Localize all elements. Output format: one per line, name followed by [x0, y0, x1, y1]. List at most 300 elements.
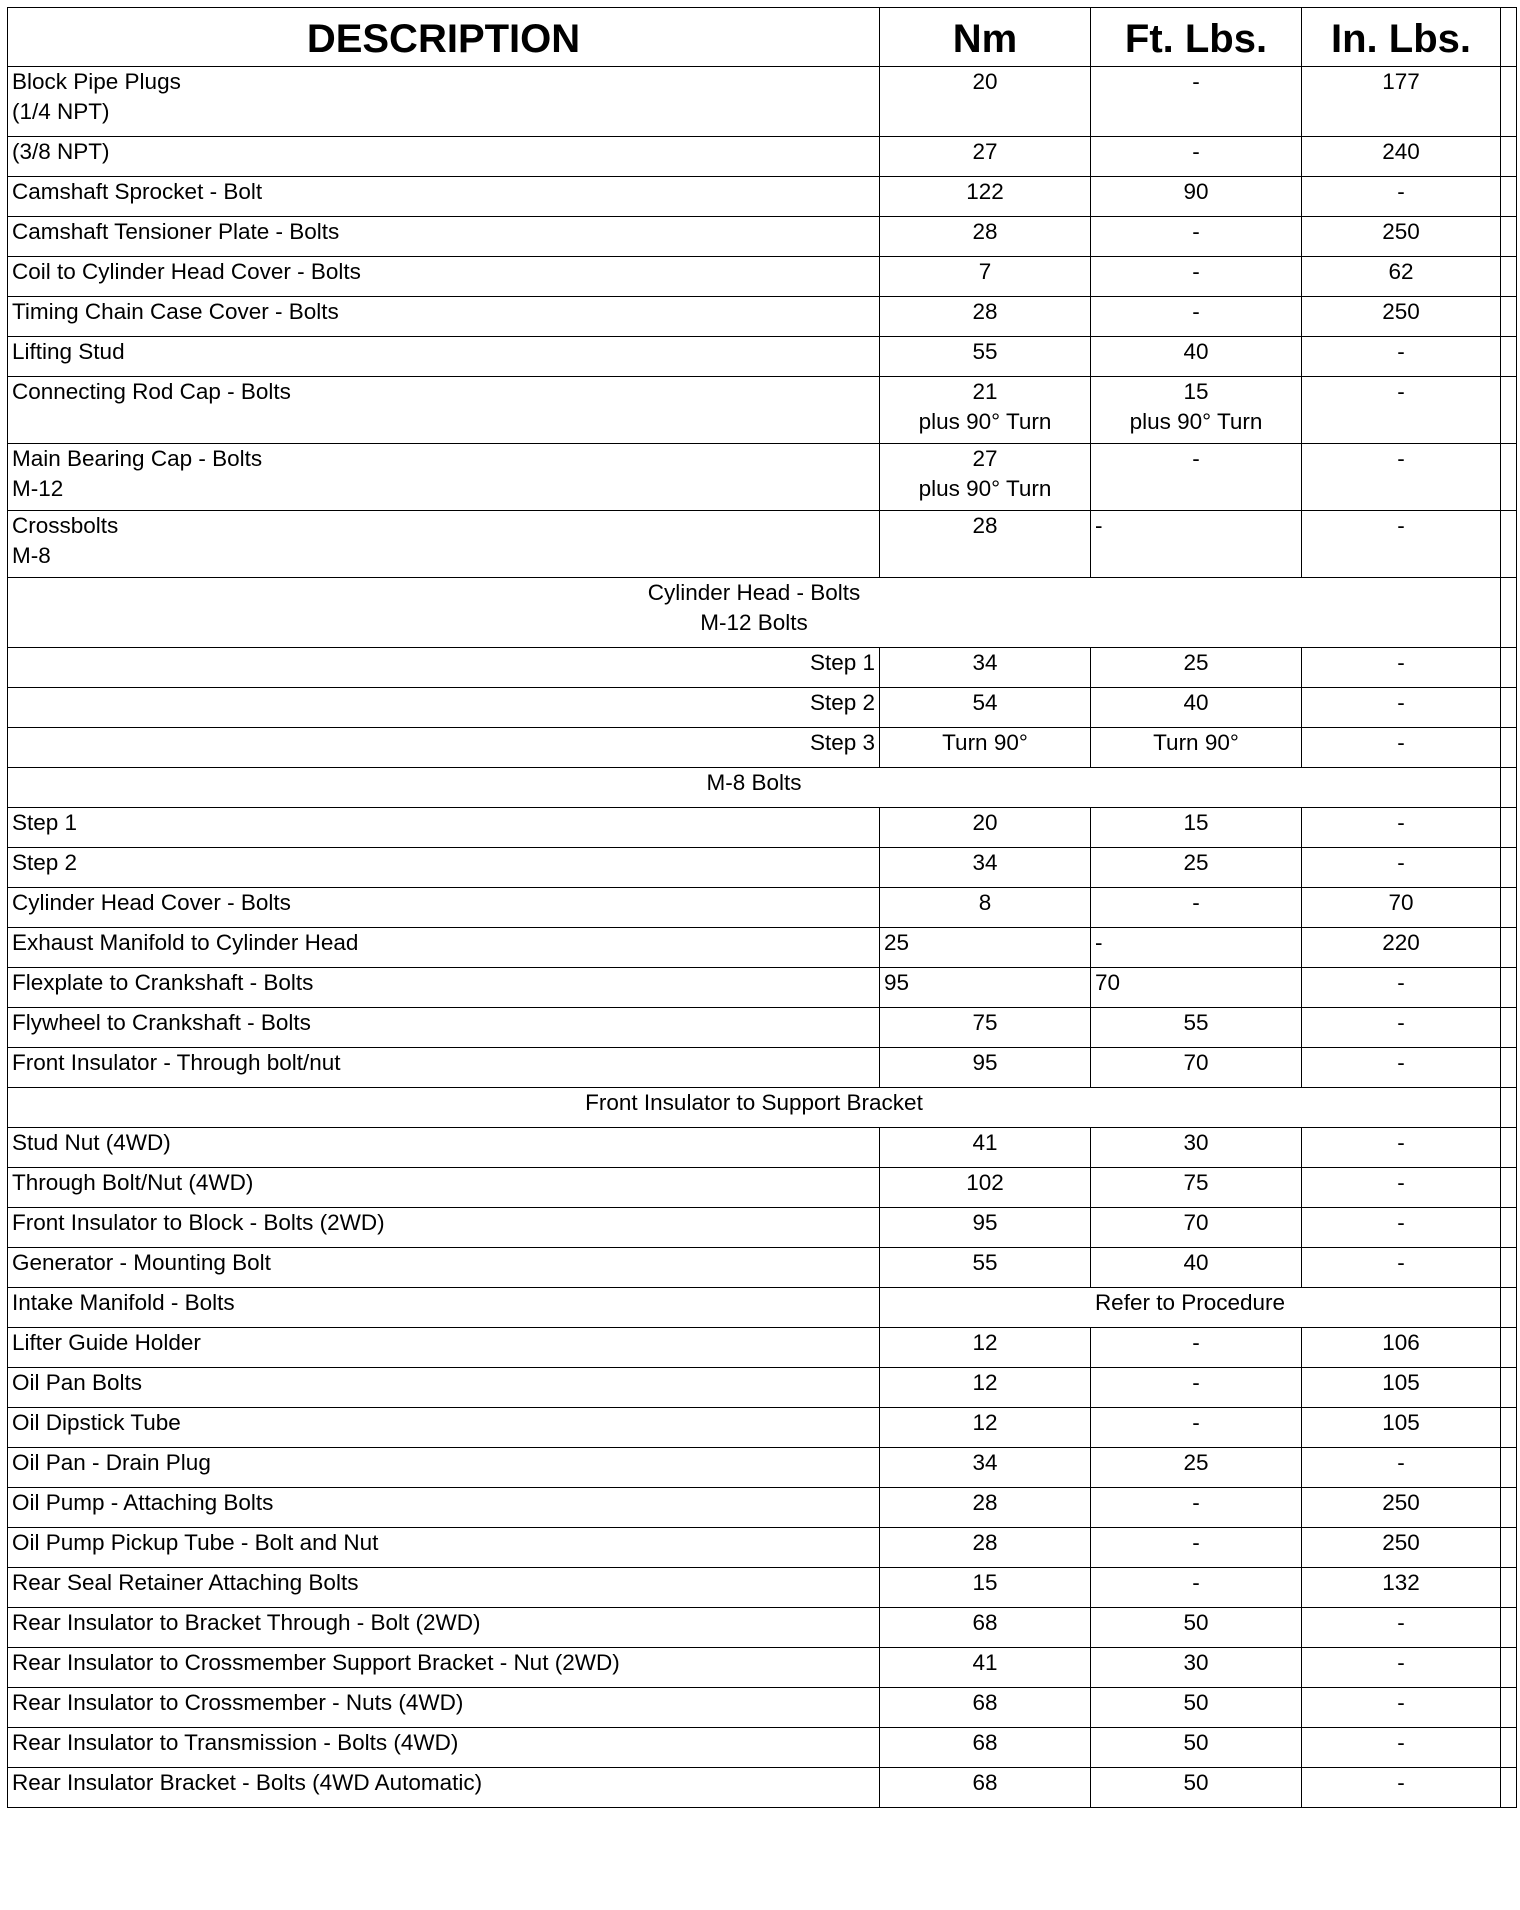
description-line: Oil Pump Pickup Tube - Bolt and Nut [12, 1530, 379, 1555]
header-spacer [1501, 8, 1517, 67]
nm-cell [880, 1528, 1091, 1568]
table-row [8, 1568, 1517, 1608]
ft-lbs-cell [1091, 648, 1302, 688]
description-cell [8, 217, 880, 257]
nm-cell [880, 1688, 1091, 1728]
nm-value: 68 [972, 1610, 998, 1635]
description-cell [8, 808, 880, 848]
nm-cell [880, 1128, 1091, 1168]
nm-value: 95 [972, 1050, 998, 1075]
ft-lbs-value: 40 [1183, 690, 1209, 715]
nm-cell [880, 728, 1091, 768]
section-title-line: Cylinder Head - Bolts [647, 580, 861, 605]
description-line: Through Bolt/Nut (4WD) [12, 1170, 254, 1195]
in-lbs-cell: 250 [1302, 1488, 1501, 1528]
table-row [8, 1488, 1517, 1528]
ft-lbs-value: plus 90° Turn [1129, 409, 1263, 434]
nm-value: 55 [972, 339, 998, 364]
ft-lbs-value: 70 [1183, 1050, 1209, 1075]
row-spacer [1501, 137, 1517, 177]
table-row [8, 728, 1517, 768]
nm-value: plus 90° Turn [918, 476, 1052, 501]
ft-lbs-cell [1091, 511, 1302, 578]
description-cell [8, 1248, 880, 1288]
description-cell [8, 968, 880, 1008]
row-spacer [1501, 928, 1517, 968]
table-row [8, 1608, 1517, 1648]
nm-value: 34 [972, 1450, 998, 1475]
in-lbs-cell: - [1302, 444, 1501, 511]
table-row [8, 1368, 1517, 1408]
nm-value: 68 [972, 1690, 998, 1715]
description-line: Crossbolts [12, 513, 119, 538]
in-lbs-cell: - [1302, 1608, 1501, 1648]
nm-cell [880, 297, 1091, 337]
nm-value: 25 [884, 930, 910, 955]
description-line: Rear Insulator to Bracket Through - Bolt (2WD) [12, 1610, 481, 1635]
in-lbs-cell: - [1302, 688, 1501, 728]
nm-value: 12 [972, 1410, 998, 1435]
ft-lbs-value: - [1192, 890, 1200, 915]
table-row [8, 67, 1517, 137]
table-row [8, 137, 1517, 177]
description-line: Rear Insulator Bracket - Bolts (4WD Automatic) [12, 1770, 483, 1795]
nm-cell [880, 1408, 1091, 1448]
table-row [8, 257, 1517, 297]
ft-lbs-value: - [1192, 1410, 1200, 1435]
description-line: M-8 [12, 543, 51, 568]
nm-cell [880, 968, 1091, 1008]
table-row [8, 848, 1517, 888]
description-cell [8, 1328, 880, 1368]
nm-value: 27 [972, 139, 998, 164]
ft-lbs-value: - [1192, 446, 1200, 471]
description-line: Oil Pan - Drain Plug [12, 1450, 211, 1475]
row-spacer [1501, 648, 1517, 688]
ft-lbs-cell [1091, 377, 1302, 444]
description-line: Front Insulator - Through bolt/nut [12, 1050, 341, 1075]
nm-cell [880, 928, 1091, 968]
ft-lbs-cell [1091, 968, 1302, 1008]
row-spacer [1501, 1488, 1517, 1528]
in-lbs-cell: 250 [1302, 297, 1501, 337]
ft-lbs-value: - [1192, 1570, 1200, 1595]
description-line: Step 3 [809, 730, 875, 755]
row-spacer [1501, 1408, 1517, 1448]
in-lbs-cell: - [1302, 1768, 1501, 1808]
table-row [8, 377, 1517, 444]
header-row [8, 8, 1517, 67]
nm-value: 8 [978, 890, 992, 915]
header-description: DESCRIPTION [8, 8, 880, 67]
row-spacer [1501, 728, 1517, 768]
table-row [8, 888, 1517, 928]
row-spacer [1501, 1168, 1517, 1208]
description-line: M-12 [12, 476, 64, 501]
description-line: Flexplate to Crankshaft - Bolts [12, 970, 314, 995]
ft-lbs-cell [1091, 928, 1302, 968]
table-row [8, 648, 1517, 688]
nm-value: 20 [972, 810, 998, 835]
ft-lbs-value: 50 [1183, 1690, 1209, 1715]
row-spacer [1501, 968, 1517, 1008]
ft-lbs-value: 50 [1183, 1610, 1209, 1635]
nm-value: 41 [972, 1650, 998, 1675]
description-line: Step 2 [809, 690, 875, 715]
ft-lbs-value: - [1095, 513, 1103, 538]
row-spacer [1501, 1128, 1517, 1168]
in-lbs-cell: 250 [1302, 1528, 1501, 1568]
nm-value: 21 [972, 379, 998, 404]
ft-lbs-value: 75 [1183, 1170, 1209, 1195]
ft-lbs-value: - [1192, 69, 1200, 94]
ft-lbs-value: 40 [1183, 339, 1209, 364]
nm-value: 28 [972, 1530, 998, 1555]
in-lbs-cell: - [1302, 968, 1501, 1008]
nm-value: 28 [972, 299, 998, 324]
description-cell [8, 1728, 880, 1768]
description-cell [8, 377, 880, 444]
nm-cell [880, 848, 1091, 888]
in-lbs-cell: 220 [1302, 928, 1501, 968]
in-lbs-cell: 250 [1302, 217, 1501, 257]
in-lbs-cell: - [1302, 648, 1501, 688]
ft-lbs-value: 30 [1183, 1130, 1209, 1155]
row-spacer [1501, 768, 1517, 808]
table-row [8, 1248, 1517, 1288]
table-row [8, 1688, 1517, 1728]
description-cell [8, 1288, 880, 1328]
row-spacer [1501, 377, 1517, 444]
ft-lbs-cell [1091, 1488, 1302, 1528]
description-cell [8, 888, 880, 928]
in-lbs-cell: - [1302, 1128, 1501, 1168]
description-line: Lifter Guide Holder [12, 1330, 201, 1355]
row-spacer [1501, 1768, 1517, 1808]
section-title [8, 578, 1501, 648]
in-lbs-cell: 105 [1302, 1408, 1501, 1448]
nm-cell [880, 1248, 1091, 1288]
row-spacer [1501, 848, 1517, 888]
nm-cell [880, 1648, 1091, 1688]
description-line: Rear Insulator to Crossmember - Nuts (4WD) [12, 1690, 464, 1715]
section-title-line: M-8 Bolts [706, 770, 802, 795]
nm-cell [880, 217, 1091, 257]
ft-lbs-cell [1091, 177, 1302, 217]
table-row [8, 444, 1517, 511]
nm-cell [880, 1488, 1091, 1528]
ft-lbs-cell [1091, 444, 1302, 511]
in-lbs-cell: 62 [1302, 257, 1501, 297]
description-line: Step 1 [809, 650, 875, 675]
nm-value: 68 [972, 1770, 998, 1795]
description-cell [8, 177, 880, 217]
nm-value: 95 [884, 970, 910, 995]
description-cell [8, 1648, 880, 1688]
row-spacer [1501, 1688, 1517, 1728]
section-title-line: Front Insulator to Support Bracket [585, 1090, 923, 1115]
in-lbs-cell: 70 [1302, 888, 1501, 928]
nm-value: 34 [972, 650, 998, 675]
description-cell [8, 1408, 880, 1448]
ft-lbs-cell [1091, 1248, 1302, 1288]
nm-cell [880, 257, 1091, 297]
row-spacer [1501, 808, 1517, 848]
nm-cell [880, 1008, 1091, 1048]
nm-cell [880, 688, 1091, 728]
table-row [8, 1528, 1517, 1568]
description-line: Timing Chain Case Cover - Bolts [12, 299, 339, 324]
nm-value: 34 [972, 850, 998, 875]
section-title-line: M-12 Bolts [700, 610, 808, 635]
ft-lbs-value: - [1192, 1530, 1200, 1555]
description-line: Block Pipe Plugs [12, 69, 181, 94]
in-lbs-cell: - [1302, 1448, 1501, 1488]
in-lbs-cell: - [1302, 1208, 1501, 1248]
nm-value: 20 [972, 69, 998, 94]
row-spacer [1501, 1208, 1517, 1248]
nm-cell [880, 377, 1091, 444]
nm-value: 75 [972, 1010, 998, 1035]
table-row [8, 1328, 1517, 1368]
nm-cell [880, 1368, 1091, 1408]
ft-lbs-value: 15 [1183, 379, 1209, 404]
description-cell [8, 1208, 880, 1248]
description-line: Oil Pan Bolts [12, 1370, 143, 1395]
row-spacer [1501, 1248, 1517, 1288]
ft-lbs-cell [1091, 1168, 1302, 1208]
row-spacer [1501, 1448, 1517, 1488]
description-cell [8, 257, 880, 297]
table-row [8, 1448, 1517, 1488]
description-line: Intake Manifold - Bolts [12, 1290, 235, 1315]
table-row [8, 1208, 1517, 1248]
nm-value: 28 [972, 1490, 998, 1515]
description-cell [8, 928, 880, 968]
description-line: Exhaust Manifold to Cylinder Head [12, 930, 359, 955]
section-title [8, 1088, 1501, 1128]
description-line: (1/4 NPT) [12, 99, 110, 124]
description-line: Rear Insulator to Transmission - Bolts (4WD) [12, 1730, 459, 1755]
ft-lbs-value: - [1192, 219, 1200, 244]
description-line: Step 1 [12, 810, 78, 835]
procedure-note-cell: Refer to Procedure [880, 1288, 1501, 1328]
table-row [8, 1048, 1517, 1088]
ft-lbs-cell [1091, 1008, 1302, 1048]
description-cell [8, 1568, 880, 1608]
in-lbs-cell: - [1302, 808, 1501, 848]
ft-lbs-cell [1091, 137, 1302, 177]
nm-cell [880, 444, 1091, 511]
ft-lbs-cell [1091, 1768, 1302, 1808]
ft-lbs-cell [1091, 888, 1302, 928]
table-row [8, 1168, 1517, 1208]
description-line: Front Insulator to Block - Bolts (2WD) [12, 1210, 385, 1235]
row-spacer [1501, 1528, 1517, 1568]
section-header-row [8, 1088, 1517, 1128]
ft-lbs-value: 70 [1183, 1210, 1209, 1235]
in-lbs-cell: - [1302, 1688, 1501, 1728]
ft-lbs-cell [1091, 1448, 1302, 1488]
row-spacer [1501, 888, 1517, 928]
table-row [8, 688, 1517, 728]
row-spacer [1501, 337, 1517, 377]
nm-value: 15 [972, 1570, 998, 1595]
description-cell [8, 1448, 880, 1488]
ft-lbs-cell [1091, 217, 1302, 257]
row-spacer [1501, 1008, 1517, 1048]
description-cell [8, 337, 880, 377]
table-row [8, 968, 1517, 1008]
row-spacer [1501, 67, 1517, 137]
ft-lbs-value: Turn 90° [1153, 730, 1239, 755]
ft-lbs-cell [1091, 1528, 1302, 1568]
description-line: Camshaft Sprocket - Bolt [12, 179, 263, 204]
ft-lbs-value: 40 [1183, 1250, 1209, 1275]
header-in-lbs: In. Lbs. [1302, 8, 1501, 67]
ft-lbs-cell [1091, 1648, 1302, 1688]
in-lbs-cell: - [1302, 377, 1501, 444]
ft-lbs-cell [1091, 808, 1302, 848]
nm-value: 68 [972, 1730, 998, 1755]
ft-lbs-cell [1091, 1368, 1302, 1408]
section-title [8, 768, 1501, 808]
nm-value: 12 [972, 1370, 998, 1395]
in-lbs-cell: - [1302, 337, 1501, 377]
ft-lbs-value: 30 [1183, 1650, 1209, 1675]
description-line: Main Bearing Cap - Bolts [12, 446, 263, 471]
nm-cell [880, 67, 1091, 137]
row-spacer [1501, 1328, 1517, 1368]
nm-value: 54 [972, 690, 998, 715]
ft-lbs-cell [1091, 1048, 1302, 1088]
ft-lbs-value: 50 [1183, 1730, 1209, 1755]
description-line: Camshaft Tensioner Plate - Bolts [12, 219, 340, 244]
ft-lbs-value: 90 [1183, 179, 1209, 204]
nm-value: 27 [972, 446, 998, 471]
table-row [8, 1768, 1517, 1808]
in-lbs-cell: - [1302, 1168, 1501, 1208]
nm-cell [880, 337, 1091, 377]
description-cell [8, 1368, 880, 1408]
table-row [8, 1728, 1517, 1768]
row-spacer [1501, 511, 1517, 578]
description-cell [8, 1688, 880, 1728]
row-spacer [1501, 1608, 1517, 1648]
ft-lbs-value: 25 [1183, 850, 1209, 875]
table-body [8, 67, 1517, 1808]
row-spacer [1501, 444, 1517, 511]
nm-cell [880, 1608, 1091, 1648]
table-row [8, 928, 1517, 968]
ft-lbs-cell [1091, 1128, 1302, 1168]
ft-lbs-cell [1091, 1568, 1302, 1608]
description-line: Coil to Cylinder Head Cover - Bolts [12, 259, 361, 284]
table-row [8, 297, 1517, 337]
ft-lbs-value: - [1192, 1490, 1200, 1515]
nm-cell [880, 1768, 1091, 1808]
row-spacer [1501, 1568, 1517, 1608]
ft-lbs-value: 15 [1183, 810, 1209, 835]
ft-lbs-value: - [1192, 259, 1200, 284]
nm-cell [880, 1208, 1091, 1248]
ft-lbs-cell [1091, 1728, 1302, 1768]
in-lbs-cell: 177 [1302, 67, 1501, 137]
in-lbs-cell: 106 [1302, 1328, 1501, 1368]
ft-lbs-cell [1091, 728, 1302, 768]
nm-value: 95 [972, 1210, 998, 1235]
table-row [8, 1128, 1517, 1168]
table-row [8, 1008, 1517, 1048]
ft-lbs-value: 25 [1183, 1450, 1209, 1475]
ft-lbs-cell [1091, 297, 1302, 337]
description-line: Stud Nut (4WD) [12, 1130, 171, 1155]
nm-cell [880, 648, 1091, 688]
description-cell [8, 1048, 880, 1088]
table-row [8, 1408, 1517, 1448]
ft-lbs-value: 25 [1183, 650, 1209, 675]
nm-value: 28 [972, 219, 998, 244]
nm-value: 7 [978, 259, 992, 284]
row-spacer [1501, 1088, 1517, 1128]
in-lbs-cell: - [1302, 1248, 1501, 1288]
ft-lbs-value: 70 [1095, 970, 1121, 995]
ft-lbs-value: - [1192, 139, 1200, 164]
description-line: (3/8 NPT) [12, 139, 110, 164]
description-line: Cylinder Head Cover - Bolts [12, 890, 291, 915]
ft-lbs-value: - [1192, 1370, 1200, 1395]
nm-cell [880, 177, 1091, 217]
ft-lbs-cell [1091, 67, 1302, 137]
ft-lbs-value: - [1192, 299, 1200, 324]
description-cell [8, 511, 880, 578]
row-spacer [1501, 297, 1517, 337]
description-cell [8, 728, 880, 768]
table-row [8, 337, 1517, 377]
row-spacer [1501, 217, 1517, 257]
torque-specifications-table [7, 7, 1517, 1808]
ft-lbs-cell [1091, 1688, 1302, 1728]
description-cell [8, 297, 880, 337]
nm-value: Turn 90° [942, 730, 1028, 755]
nm-cell [880, 1328, 1091, 1368]
nm-value: 41 [972, 1130, 998, 1155]
description-line: Lifting Stud [12, 339, 125, 364]
nm-value: 55 [972, 1250, 998, 1275]
description-line: Connecting Rod Cap - Bolts [12, 379, 291, 404]
in-lbs-cell: - [1302, 848, 1501, 888]
nm-value: 28 [972, 513, 998, 538]
ft-lbs-cell [1091, 257, 1302, 297]
ft-lbs-value: 50 [1183, 1770, 1209, 1795]
nm-value: 102 [966, 1170, 1004, 1195]
description-line: Oil Dipstick Tube [12, 1410, 181, 1435]
row-spacer [1501, 1368, 1517, 1408]
section-header-row [8, 768, 1517, 808]
description-cell [8, 1008, 880, 1048]
header-nm: Nm [880, 8, 1091, 67]
description-cell [8, 1608, 880, 1648]
in-lbs-cell: - [1302, 1008, 1501, 1048]
nm-cell [880, 137, 1091, 177]
in-lbs-cell: - [1302, 1728, 1501, 1768]
description-cell [8, 1488, 880, 1528]
ft-lbs-value: 55 [1183, 1010, 1209, 1035]
ft-lbs-cell [1091, 1408, 1302, 1448]
in-lbs-cell: - [1302, 177, 1501, 217]
description-line: Rear Insulator to Crossmember Support Bracket - Nut (2WD) [12, 1650, 620, 1675]
nm-value: plus 90° Turn [918, 409, 1052, 434]
